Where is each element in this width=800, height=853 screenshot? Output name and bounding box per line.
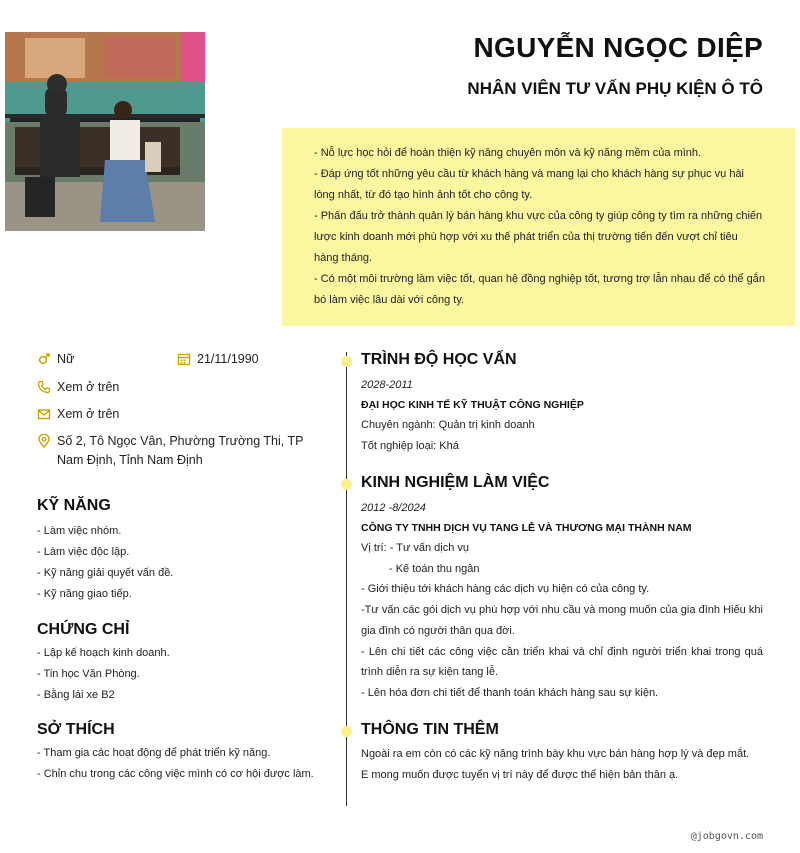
timeline-line	[346, 352, 347, 806]
birthday-value: 21/11/1990	[197, 352, 259, 366]
profile-photo	[5, 32, 205, 231]
experience-duty: -Tư vấn các gói dịch vụ phù hợp với nhu cầu và mong muốn của gia đình Hiếu khi gia đình có người thân qua đời.	[361, 604, 763, 637]
phone-value: Xem ở trên	[57, 380, 120, 394]
phone-row	[37, 378, 317, 397]
birthday-row	[177, 350, 317, 369]
education-section	[361, 351, 763, 456]
experience-company: CÔNG TY TNHH DỊCH VỤ TANG LỄ VÀ THƯƠNG MẠI THÀNH NAM	[361, 522, 692, 534]
email-value: Xem ở trên	[57, 407, 120, 421]
additional-section	[361, 721, 763, 785]
education-school: ĐẠI HỌC KINH TẾ KỸ THUẬT CÔNG NGHIỆP	[361, 399, 584, 411]
education-major: Chuyên ngành: Quản trị kinh doanh	[361, 419, 535, 431]
objective-line: - Phấn đấu trở thành quản lý bán hàng khu vực của công ty giúp công ty tìm ra những chiến lược kinh doanh mới phù hợp với xu thế phát triển của thị trường tiến đến vượt chỉ tiêu hàng tháng.	[314, 210, 763, 264]
experience-duty: - Lên chi tiết các công việc cần triển khai và chỉ định người triển khai trong quá trình diễn ra sự kiện tang lễ.	[361, 645, 763, 679]
footer-watermark: @jobgovn.com	[690, 831, 763, 842]
additional-line: E mong muốn được tuyển vị trí này để được thể hiện bản thân ạ.	[361, 768, 679, 781]
address-row	[37, 432, 317, 470]
certificates-section	[37, 621, 317, 706]
candidate-name: NGUYỄN NGỌC DIỆP	[473, 32, 763, 63]
skill-item: - Kỹ năng giao tiếp.	[37, 588, 132, 600]
phone-icon	[37, 380, 51, 394]
objective-line: - Đáp ứng tốt những yêu cầu từ khách hàng và mang lại cho khách hàng sự phục vụ hài lòng nhất, từ đó tạo hình ảnh tốt cho công ty.	[314, 168, 744, 201]
education-date: 2028-2011	[361, 379, 413, 391]
email-icon	[37, 407, 51, 421]
certificates-title: CHỨNG CHỈ	[37, 621, 130, 638]
experience-date: 2012 -8/2024	[361, 502, 426, 514]
timeline-dot	[341, 479, 352, 490]
objective-line: - Có một môi trường làm việc tốt, quan hệ đồng nghiệp tốt, tương trợ lẫn nhau để có thể gắn bó làm việc lâu dài với công ty.	[314, 273, 765, 306]
hobby-item: - Tham gia các hoạt động để phát triển kỹ năng.	[37, 747, 271, 759]
additional-line: Ngoài ra em còn có các kỹ năng trình bày khu vực bán hàng hợp lý và đẹp mắt.	[361, 748, 750, 760]
additional-title: THÔNG TIN THÊM	[361, 721, 499, 738]
calendar-icon	[177, 352, 191, 366]
job-title: NHÂN VIÊN TƯ VẤN PHỤ KIỆN Ô TÔ	[467, 79, 763, 98]
skills-section	[37, 497, 317, 605]
timeline-dot	[341, 726, 352, 737]
education-title: TRÌNH ĐỘ HỌC VẤN	[361, 351, 517, 368]
experience-position: Vị trí: - Tư vấn dịch vụ	[361, 542, 470, 554]
gender-value: Nữ	[57, 352, 75, 366]
education-grade: Tốt nghiệp loại: Khá	[361, 439, 459, 452]
address-value: Số 2, Tô Ngọc Vân, Phường Trường Thi, TP Nam Định, Tỉnh Nam Định	[57, 434, 304, 467]
certificate-item: - Tin học Văn Phòng.	[37, 668, 140, 680]
experience-duty: - Lên hóa đơn chi tiết để thanh toán khách hàng sau sự kiện.	[361, 686, 659, 699]
experience-section	[361, 474, 763, 704]
experience-duty: - Giới thiệu tới khách hàng các dịch vụ hiện có của công ty.	[361, 583, 650, 596]
skill-item: - Kỹ năng giải quyết vấn đề.	[37, 567, 174, 579]
gender-icon	[37, 352, 51, 366]
gender-row	[37, 350, 177, 369]
skill-item: - Làm việc nhóm.	[37, 525, 122, 537]
career-objective	[282, 128, 795, 326]
left-column	[37, 350, 317, 785]
certificate-item: - Bằng lái xe B2	[37, 689, 115, 701]
timeline-dot	[341, 356, 352, 367]
location-icon	[37, 434, 51, 448]
hobbies-section	[37, 721, 317, 785]
hobby-item: - Chỉn chu trong các công việc mình có cơ hội được làm.	[37, 768, 314, 780]
objective-line: - Nỗ lực học hỏi để hoàn thiện kỹ năng chuyên môn và kỹ năng mềm của mình.	[314, 147, 702, 159]
email-row	[37, 405, 317, 424]
experience-title: KINH NGHIỆM LÀM VIỆC	[361, 474, 550, 491]
certificate-item: - Lập kế hoạch kinh doanh.	[37, 647, 170, 659]
skills-title: KỸ NĂNG	[37, 497, 111, 514]
skill-item: - Làm việc độc lập.	[37, 546, 130, 558]
hobbies-title: SỞ THÍCH	[37, 721, 115, 738]
experience-position: - Kế toán thu ngân	[389, 562, 480, 575]
